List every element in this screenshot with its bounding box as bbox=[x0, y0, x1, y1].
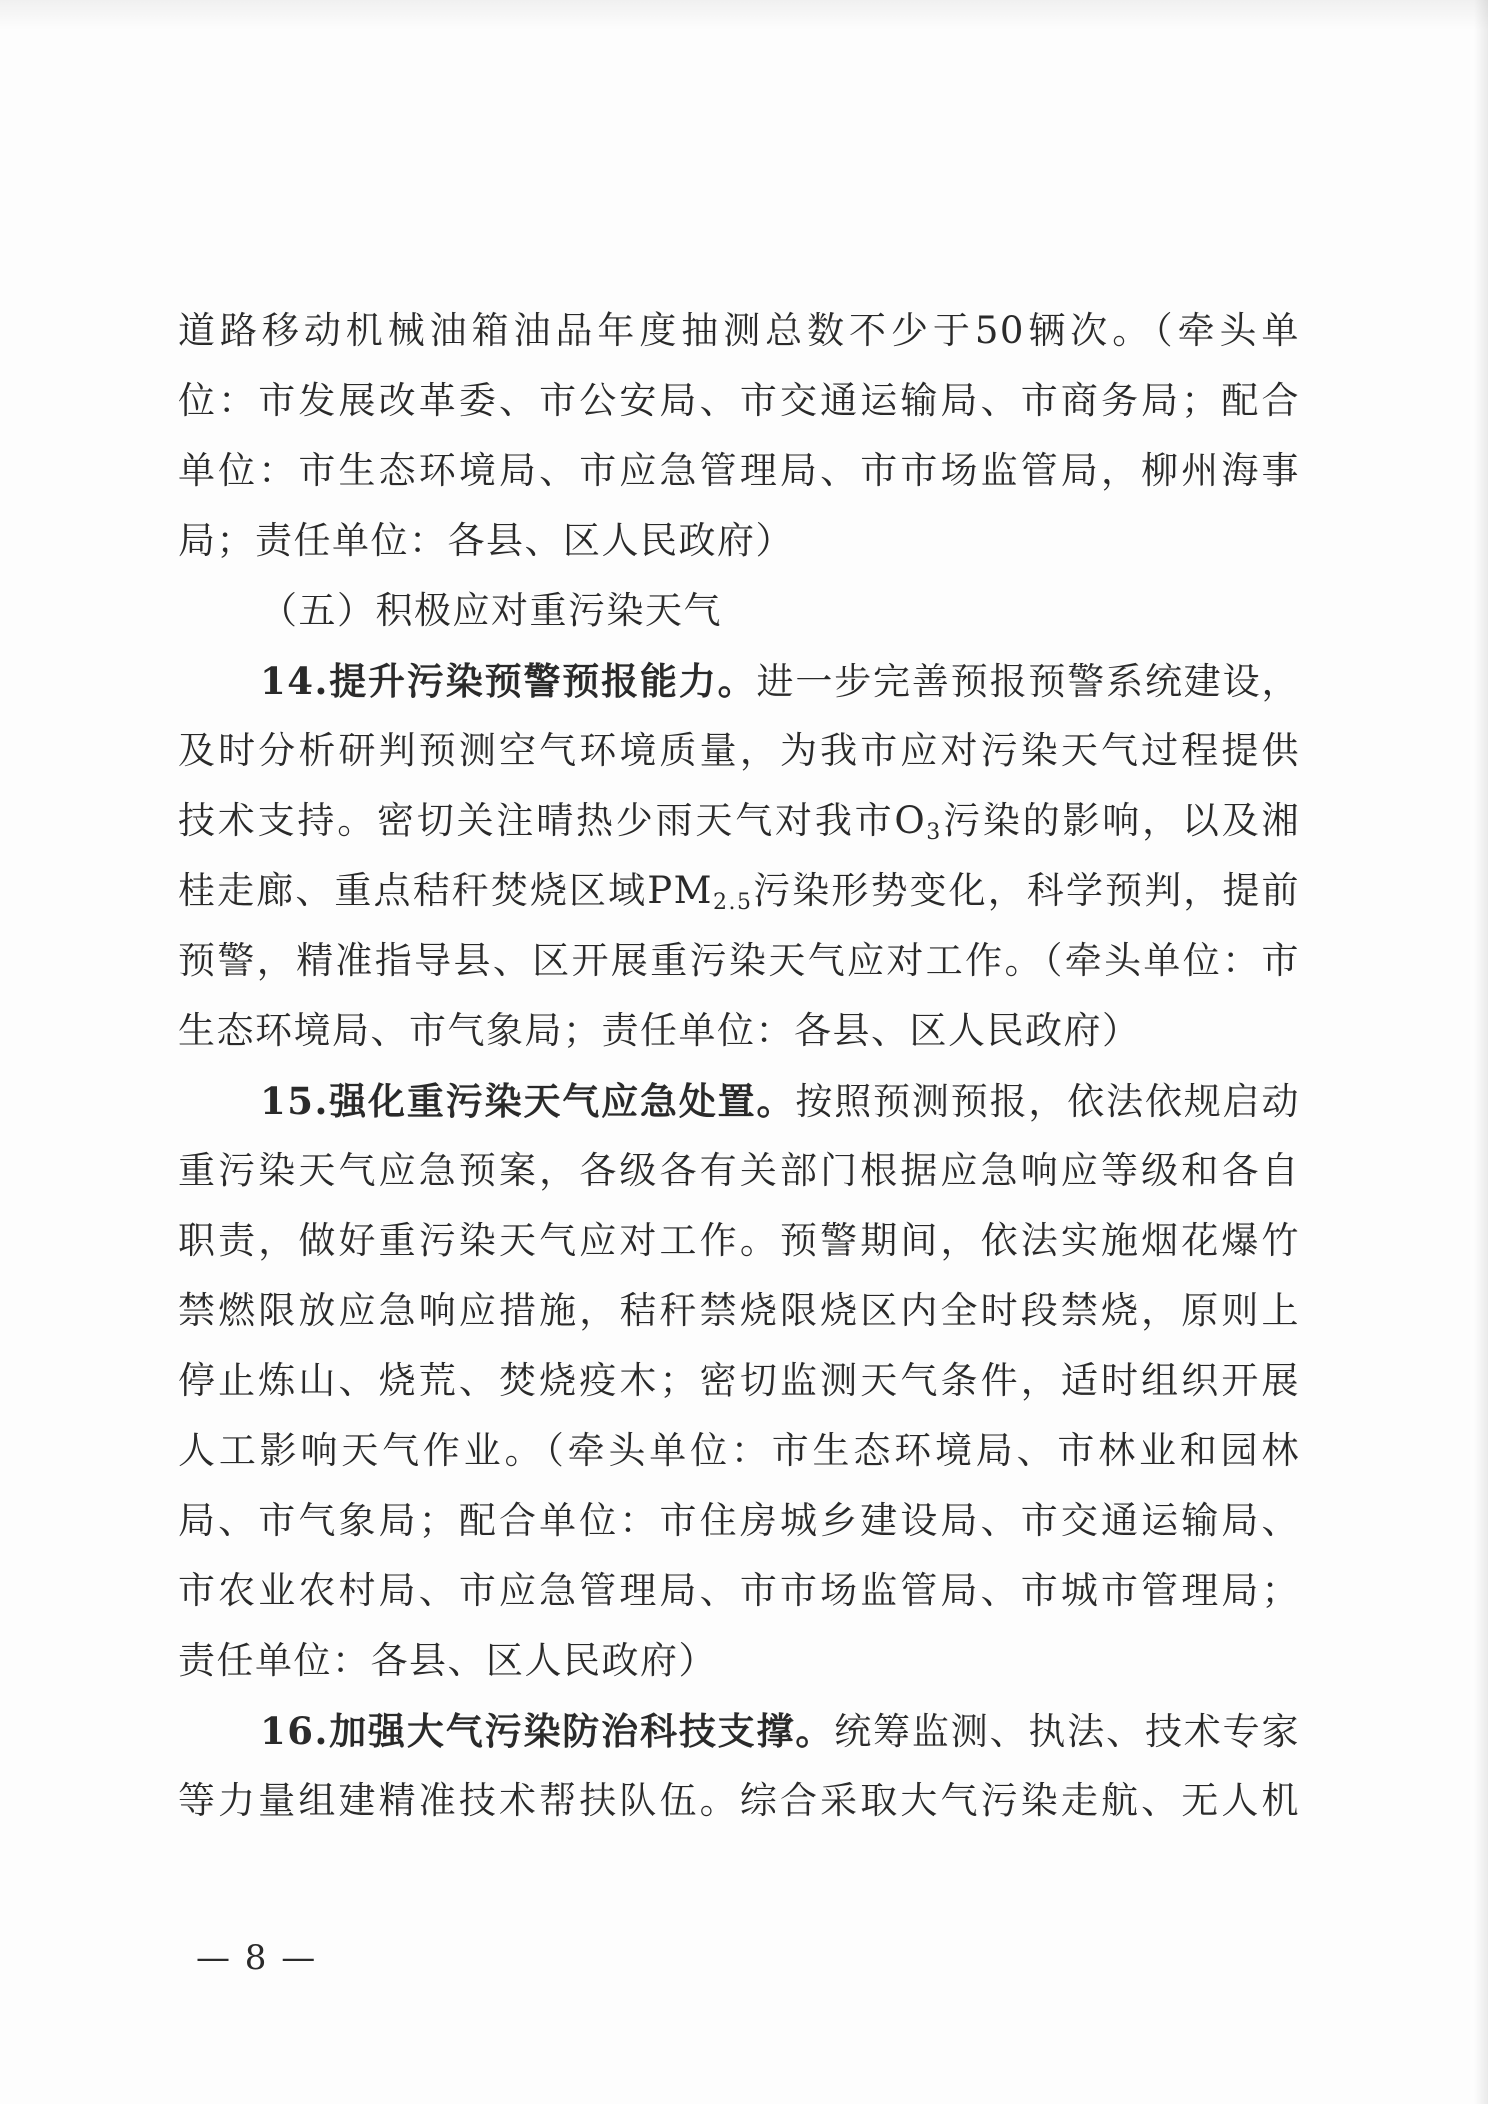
text-line: 停止炼山、烧荒、焚烧疫木；密切监测天气条件，适时组织开展 bbox=[178, 1359, 1300, 1402]
item-text: 统筹监测、执法、技术专家 bbox=[834, 1710, 1300, 1753]
text-line: 生态环境局、市气象局；责任单位：各县、区人民政府） bbox=[178, 1009, 1141, 1052]
text-fragment: 桂走廊、重点秸秆焚烧区域PM bbox=[178, 869, 714, 912]
text-line: 单位：市生态环境局、市应急管理局、市市场监管局，柳州海事 bbox=[178, 449, 1300, 492]
item-title: 14.提升污染预警预报能力。 bbox=[260, 659, 757, 703]
text-line: 市农业农村局、市应急管理局、市市场监管局、市城市管理局； bbox=[178, 1569, 1300, 1612]
text-line: 局、市气象局；配合单位：市住房城乡建设局、市交通运输局、 bbox=[178, 1499, 1300, 1542]
text-line bbox=[178, 856, 1300, 926]
text-line: 人工影响天气作业。（牵头单位：市生态环境局、市林业和园林 bbox=[178, 1429, 1300, 1472]
text-fragment: 污染形势变化，科学预判，提前 bbox=[752, 869, 1301, 912]
text-line: 责任单位：各县、区人民政府） bbox=[178, 1639, 717, 1682]
text-line: 预警，精准指导县、区开展重污染天气应对工作。（牵头单位：市 bbox=[178, 939, 1300, 982]
subscript: 2.5 bbox=[713, 890, 753, 915]
document-body bbox=[178, 296, 1300, 1836]
paragraph-first-line bbox=[178, 1696, 1300, 1766]
text-fragment: 污染的影响，以及湘 bbox=[941, 799, 1300, 842]
text-line: 禁燃限放应急响应措施，秸秆禁烧限烧区内全时段禁烧，原则上 bbox=[178, 1289, 1300, 1332]
text-line: 局；责任单位：各县、区人民政府） bbox=[178, 519, 794, 562]
item-title: 16.加强大气污染防治科技支撑。 bbox=[260, 1709, 835, 1753]
page-number: — 8 — bbox=[196, 1938, 318, 1978]
item-title: 15.强化重污染天气应急处置。 bbox=[260, 1079, 796, 1123]
text-line: 职责，做好重污染天气应对工作。预警期间，依法实施烟花爆竹 bbox=[178, 1219, 1300, 1262]
text-line: 及时分析研判预测空气环境质量，为我市应对污染天气过程提供 bbox=[178, 729, 1300, 772]
text-line: 等力量组建精准技术帮扶队伍。综合采取大气污染走航、无人机 bbox=[178, 1779, 1300, 1822]
subscript: 3 bbox=[926, 820, 942, 845]
text-fragment: 技术支持。密切关注晴热少雨天气对我市O bbox=[178, 799, 927, 842]
paragraph-first-line bbox=[178, 1066, 1300, 1136]
text-line: 道路移动机械油箱油品年度抽测总数不少于50辆次。（牵头单 bbox=[178, 309, 1300, 352]
text-line: 重污染天气应急预案，各级各有关部门根据应急响应等级和各自 bbox=[178, 1149, 1300, 1192]
scan-edge-shadow bbox=[1474, 0, 1488, 2104]
item-text: 按照预测预报，依法依规启动 bbox=[795, 1080, 1300, 1123]
item-text: 进一步完善预报预警系统建设， bbox=[756, 660, 1300, 703]
text-line bbox=[178, 786, 1300, 856]
paragraph-first-line bbox=[178, 646, 1300, 716]
scan-top-shadow bbox=[0, 0, 1488, 30]
section-heading: （五）积极应对重污染天气 bbox=[260, 589, 722, 632]
text-line: 位：市发展改革委、市公安局、市交通运输局、市商务局；配合 bbox=[178, 379, 1300, 422]
